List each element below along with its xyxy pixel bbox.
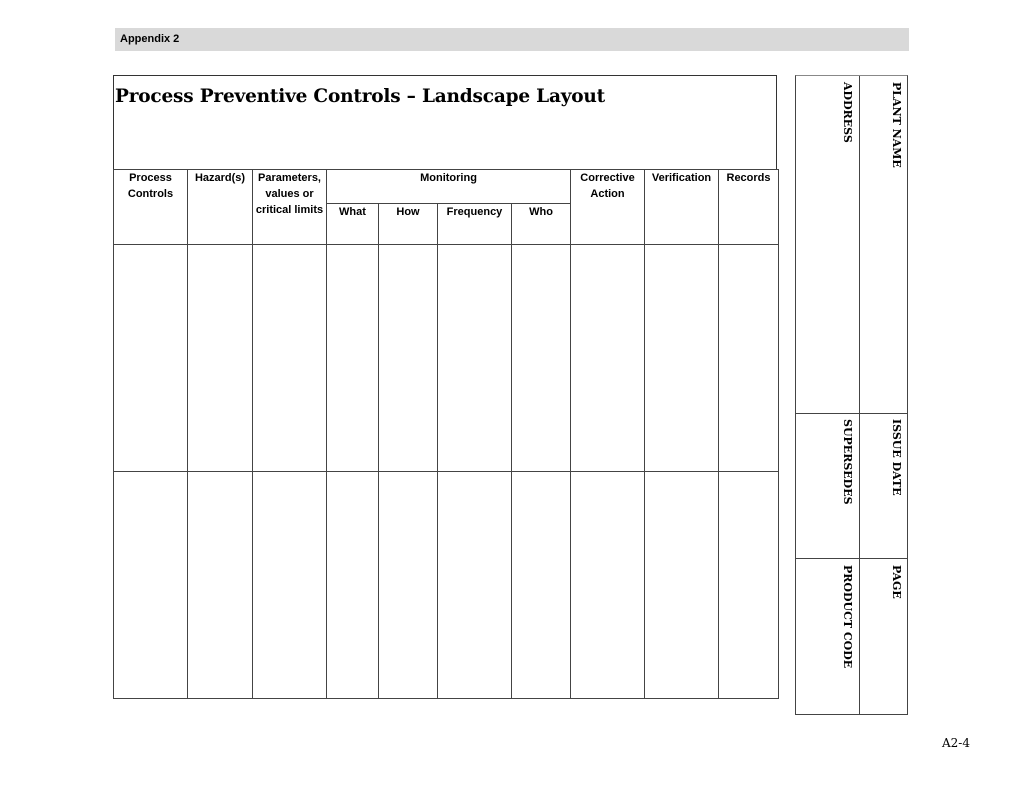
form-title-box [113, 75, 777, 169]
table-cell[interactable] [571, 245, 645, 472]
table-cell[interactable] [438, 245, 512, 472]
column-header-monitoring: Monitoring [327, 170, 571, 204]
table-cell[interactable] [512, 472, 571, 699]
panel-divider [796, 413, 907, 414]
table-cell[interactable] [327, 472, 379, 699]
table-cell[interactable] [253, 245, 327, 472]
column-header-records: Records [719, 170, 779, 245]
column-header-verification: Verification [645, 170, 719, 245]
table-cell[interactable] [571, 472, 645, 699]
panel-divider [796, 558, 907, 559]
page-number: A2-4 [942, 736, 970, 750]
page-label: PAGE [890, 565, 903, 599]
column-header-process-controls: Process Controls [114, 170, 188, 245]
address-label: ADDRESS [841, 82, 854, 143]
appendix-label: Appendix 2 [120, 33, 180, 45]
table-cell[interactable] [719, 472, 779, 699]
table-cell[interactable] [253, 472, 327, 699]
plant-name-label: PLANT NAME [890, 82, 903, 168]
issue-date-label: ISSUE DATE [890, 419, 903, 496]
table-cell[interactable] [379, 245, 438, 472]
table-cell[interactable] [188, 245, 253, 472]
product-code-label: PRODUCT CODE [841, 565, 854, 669]
subheader-how: How [379, 204, 438, 245]
controls-table [113, 169, 779, 699]
table-cell[interactable] [188, 472, 253, 699]
table-cell[interactable] [512, 245, 571, 472]
column-header-parameters: Parameters, values or critical limits [253, 170, 327, 245]
subheader-who: Who [512, 204, 571, 245]
table-cell[interactable] [114, 472, 188, 699]
table-cell[interactable] [438, 472, 512, 699]
panel-divider [859, 76, 860, 714]
table-cell[interactable] [327, 245, 379, 472]
form-title: Process Preventive Controls – Landscape Layout [115, 86, 606, 107]
column-header-corrective-action: Corrective Action [571, 170, 645, 245]
column-header-hazards: Hazard(s) [188, 170, 253, 245]
supersedes-label: SUPERSEDES [841, 419, 854, 505]
document-info-panel [795, 75, 908, 715]
preventive-controls-form [113, 75, 778, 704]
table-cell[interactable] [645, 472, 719, 699]
subheader-what: What [327, 204, 379, 245]
table-cell[interactable] [719, 245, 779, 472]
appendix-header-bar [115, 28, 909, 51]
subheader-frequency: Frequency [438, 204, 512, 245]
table-row [114, 245, 779, 472]
table-cell[interactable] [379, 472, 438, 699]
table-row [114, 472, 779, 699]
table-cell[interactable] [114, 245, 188, 472]
table-cell[interactable] [645, 245, 719, 472]
